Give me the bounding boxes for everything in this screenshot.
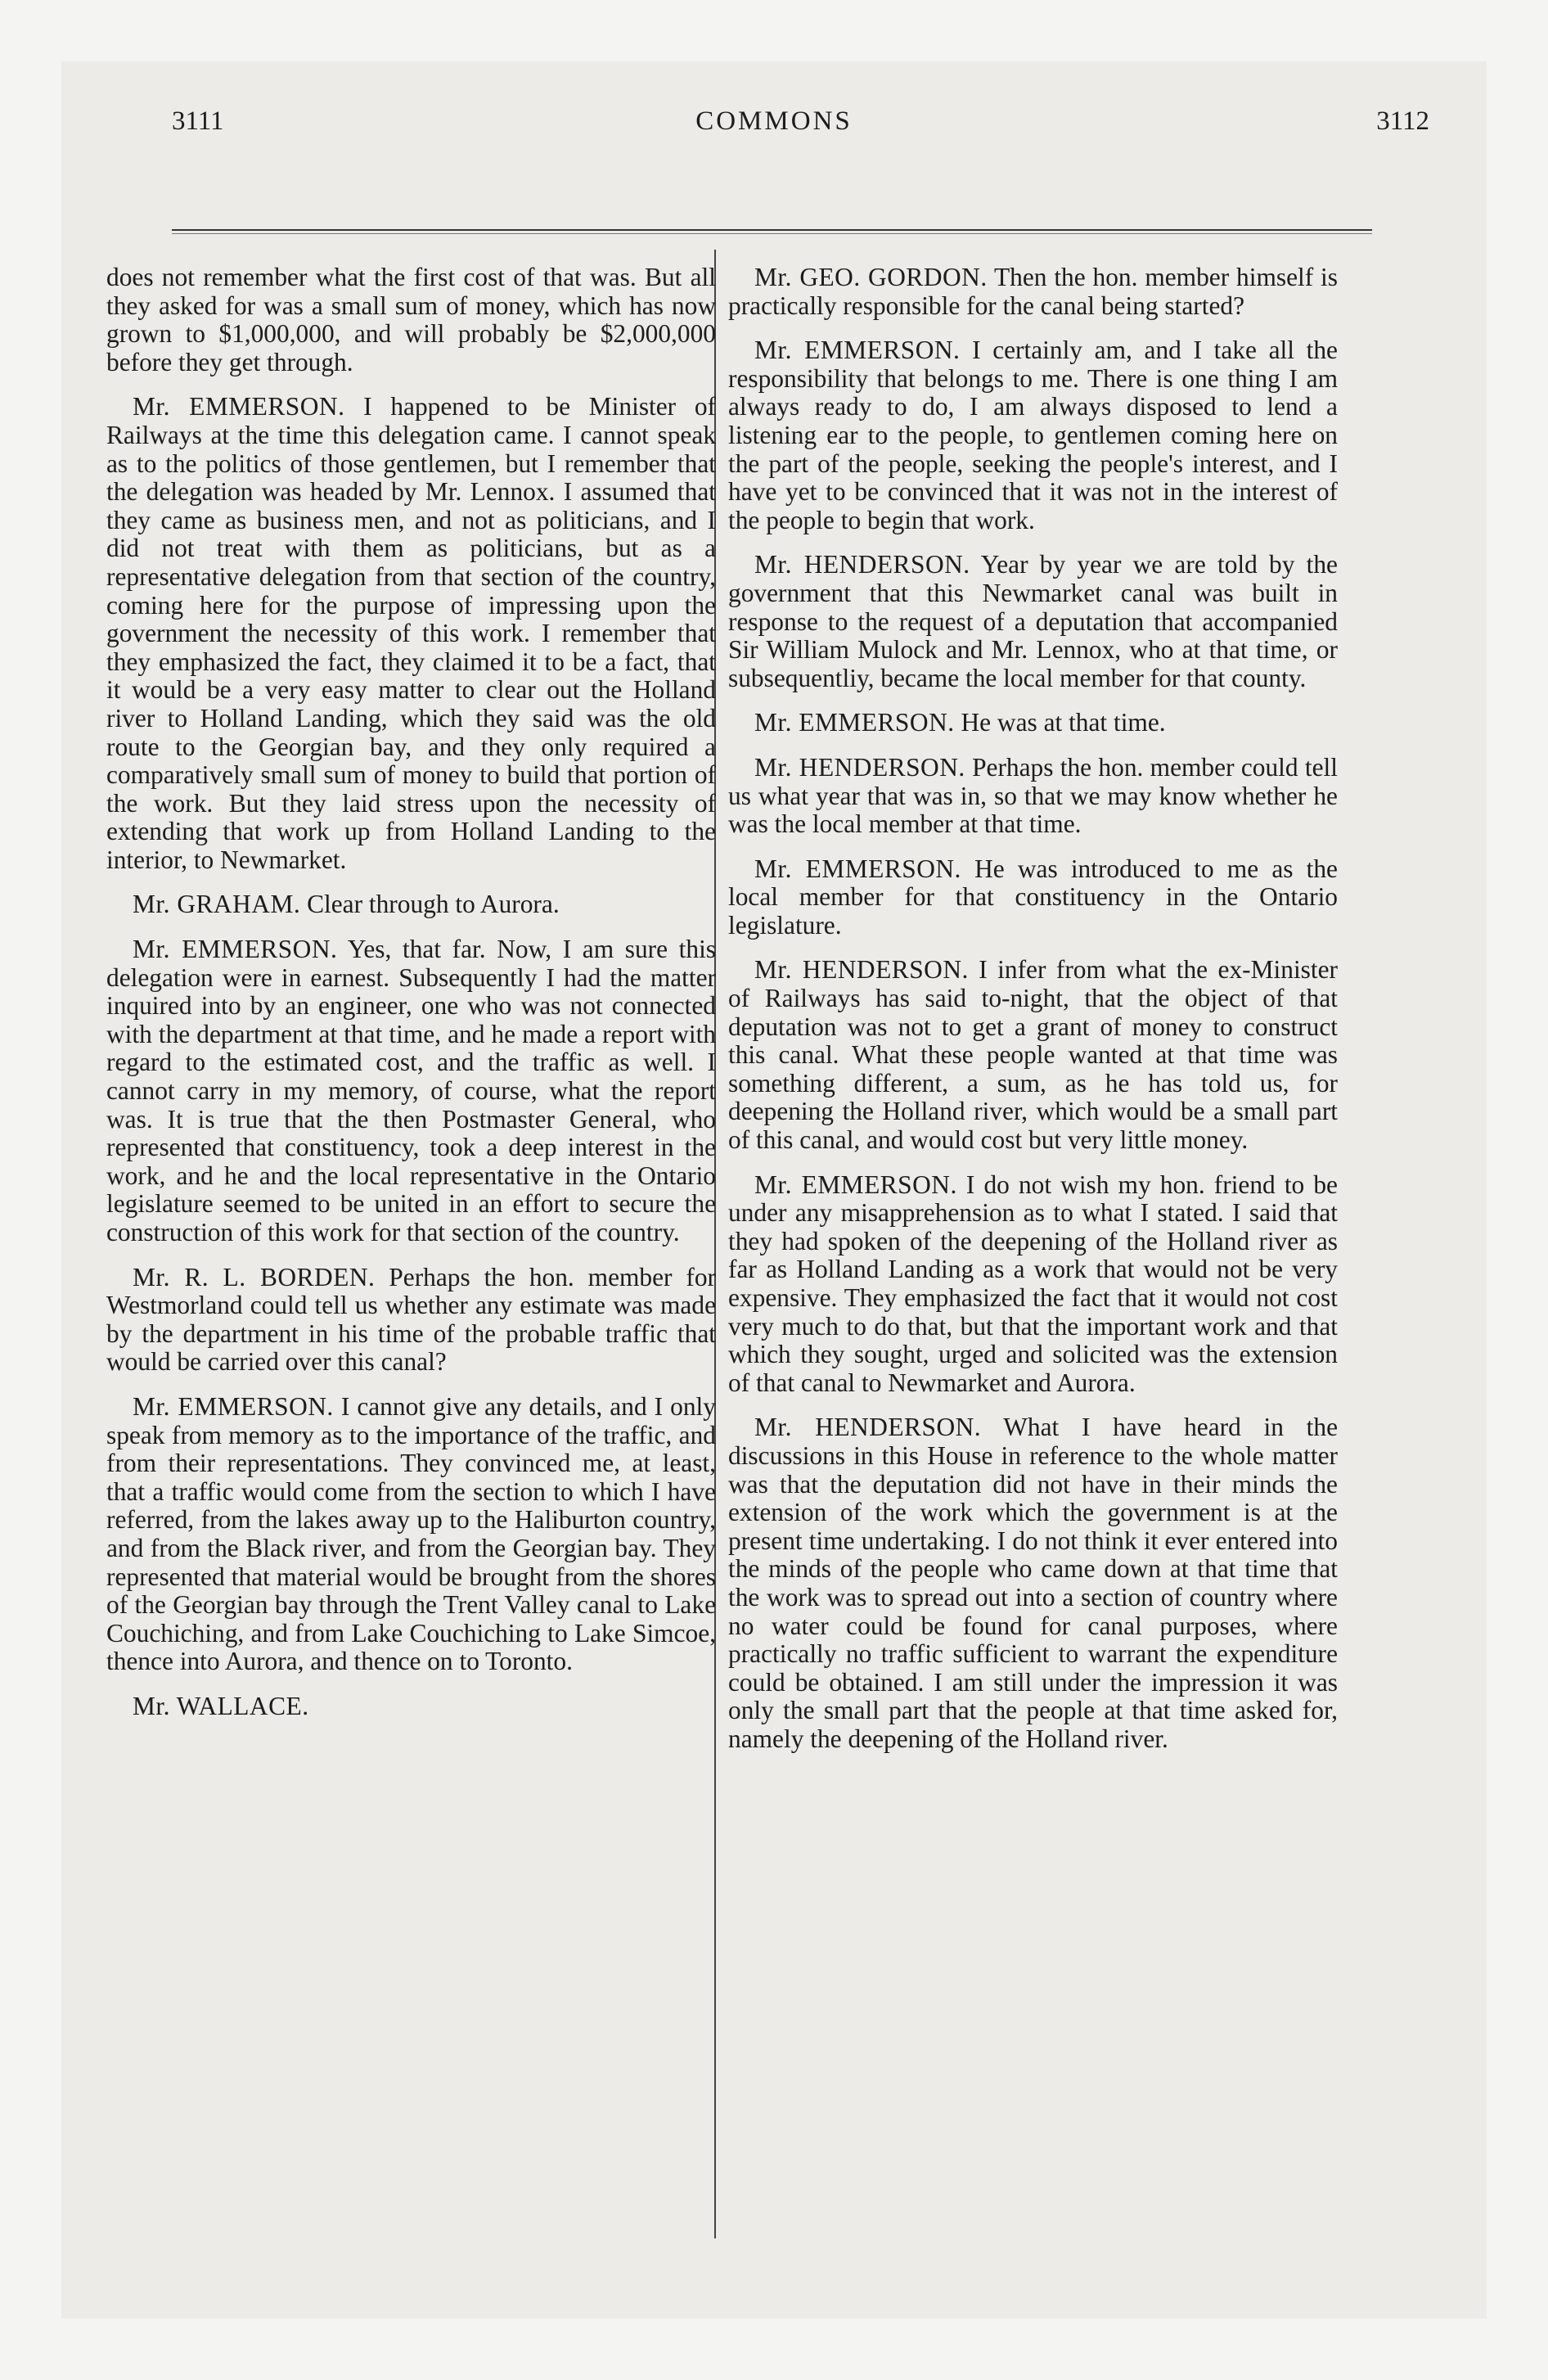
paragraph-text: Perhaps the hon. member for Westmorland could tell us whether any estimate was made by the department in his time of the probable traffic that would be carried over this canal? — [106, 1262, 716, 1377]
header-rule — [172, 229, 1372, 234]
paragraph — [106, 264, 716, 376]
paragraph — [106, 393, 716, 874]
paragraph — [106, 1264, 716, 1377]
speaker-name: Mr. HENDERSON. — [754, 752, 965, 782]
paragraph-text: I happened to be Minister of Railways at the time this delegation came. I cannot speak as to the politics of those gentlemen, but I remember that the delegation was headed by Mr. Lennox. I assumed that they came as business men, and not as politicians, and I did not treat with them as politicians, but as a representative delegation from that section of the country, coming here for the purpose of impressing upon the government the necessity of this work. I remember that they emphasized the fact, they claimed it to be a fact, that it would be a very easy matter to clear out the Holland river to Holland Landing, which they said was the old route to the Georgian bay, and they only required a comparatively small sum of money to build that portion of the work. But they laid stress upon the necessity of extending that work up from Holland Landing to the interior, to Newmarket. — [106, 392, 716, 874]
speaker-name: Mr. R. L. BORDEN. — [133, 1262, 376, 1291]
paragraph — [728, 855, 1338, 940]
paragraph — [728, 1171, 1338, 1398]
paragraph-text: Yes, that far. Now, I am sure this delegation were in earnest. Subsequently I had the matter inquired into by an engineer, one who was not connected with the department at that time, and he made a report with regard to the estimated cost, and the traffic as well. I cannot carry in my memory, of course, what the report was. It is true that the then Postmaster General, who represented that constituency, took a deep interest in the work, and he and the local representative in the Ontario legislature seemed to be united in an effort to secure the construction of this work for that section of the country. — [106, 935, 717, 1246]
paragraph — [728, 551, 1338, 692]
speaker-name: Mr. GEO. GORDON. — [754, 263, 988, 291]
speaker-name: Mr. EMMERSON. — [754, 336, 961, 365]
paragraph — [728, 1413, 1338, 1753]
paragraph-text: He was introduced to me as the local member for that constituency in the Ontario legislature. — [728, 854, 1338, 940]
speaker-name: Mr. EMMERSON. — [133, 935, 338, 964]
speaker-name: Mr. WALLACE. — [133, 1691, 309, 1720]
speaker-name: Mr. EMMERSON. — [133, 1391, 334, 1421]
speaker-name: Mr. GRAHAM. — [133, 890, 301, 919]
left-column — [106, 264, 716, 1738]
paragraph-text: I do not wish my hon. friend to be under any misapprehension as to what I stated. I said that they had spoken of the deepening of the Holland river as far as Holland Landing as a work that would not be very expensive. They emphasized the fact that it would not cost very much to do that, but that the important work and that which they sought, urged and solicited was the extension of that canal to Newmarket and Aurora. — [728, 1170, 1338, 1397]
speaker-name: Mr. HENDERSON. — [754, 955, 969, 985]
paragraph-text: I cannot give any details, and I only speak from memory as to the importance of the traffic, and from their representations. They convinced me, at least, that a traffic would come from the section to which I have referred, from the lakes away up to the Haliburton country, and from the Black river, and from the Georgian bay. They represented that material would be brought from the shores of the Georgian bay through the Trent Valley canal to Lake Couchiching, and from Lake Couchiching to Lake Simcoe, thence into Aurora, and thence on to Toronto. — [106, 1391, 716, 1676]
paragraph — [106, 890, 716, 919]
paragraph — [728, 264, 1338, 320]
paragraph — [106, 935, 716, 1247]
paragraph-text: does not remember what the first cost of that was. But all they asked for was a small sum of money, which has now grown to $1,000,000, and will probably be $2,000,000 before they get through. — [106, 263, 716, 376]
paragraph-text: Year by year we are told by the government that this Newmarket canal was built in response to the request of a deputation that accompanied Sir William Mulock and Mr. Lennox, who at that time, or subsequentliy, became the local member for that county. — [728, 550, 1338, 692]
speaker-name: Mr. HENDERSON. — [754, 1413, 982, 1442]
paragraph-text: Clear through to Aurora. — [307, 890, 560, 919]
paragraph-text: What I have heard in the discussions in this House in reference to the whole matter was that the deputation did not have in their minds the extension of the work which the government is at the present time undertaking. I do not think it ever entered into the minds of the people who came down at that time that the work was to spread out into a section of country where no water could be found for canal purposes, where practically no traffic sufficient to warrant the expenditure could be obtained. I am still under the impression it was only the small part that the people at that time asked for, namely the deepening of the Holland river. — [728, 1413, 1339, 1753]
paragraph — [728, 709, 1338, 737]
paragraph-text: He was at that time. — [961, 708, 1166, 737]
page-number-right: 3112 — [1376, 106, 1429, 136]
paragraph-text: Perhaps the hon. member could tell us what year that was in, so that we may know whether he was the local member at that time. — [728, 752, 1338, 839]
paragraph — [728, 956, 1338, 1154]
speaker-name: Mr. EMMERSON. — [754, 1170, 957, 1199]
paragraph-text: I infer from what the ex-Minister of Railways has said to-night, that the object of that deputation was not to get a grant of money to construct this canal. What these people wanted at that time was something different, a sum, as he has told us, for deepening the Holland river, which would be a small part of this canal, and would cost but very little money. — [728, 955, 1338, 1155]
speaker-name: Mr. HENDERSON. — [754, 550, 970, 579]
page-title: COMMONS — [695, 106, 853, 136]
paragraph — [728, 754, 1338, 839]
page-number-left: 3111 — [172, 106, 224, 136]
paragraph — [106, 1393, 716, 1676]
speaker-name: Mr. EMMERSON. — [754, 708, 955, 737]
paragraph-text: I certainly am, and I take all the responsibility that belongs to me. There is one thing I am always ready to do, I am always disposed to lend a listening ear to the people, to gentlemen coming here on the part of the people, seeking the people's interest, and I have yet to be convinced that it was not in the interest of the people to begin that work. — [728, 336, 1338, 534]
paragraph-text: Then the hon. member himself is practically responsible for the canal being started? — [728, 263, 1338, 320]
paragraph — [106, 1693, 716, 1721]
speaker-name: Mr. EMMERSON. — [754, 854, 961, 883]
right-column — [728, 264, 1338, 1770]
speaker-name: Mr. EMMERSON. — [133, 392, 345, 421]
paragraph — [728, 336, 1338, 534]
page-header — [106, 106, 1442, 156]
